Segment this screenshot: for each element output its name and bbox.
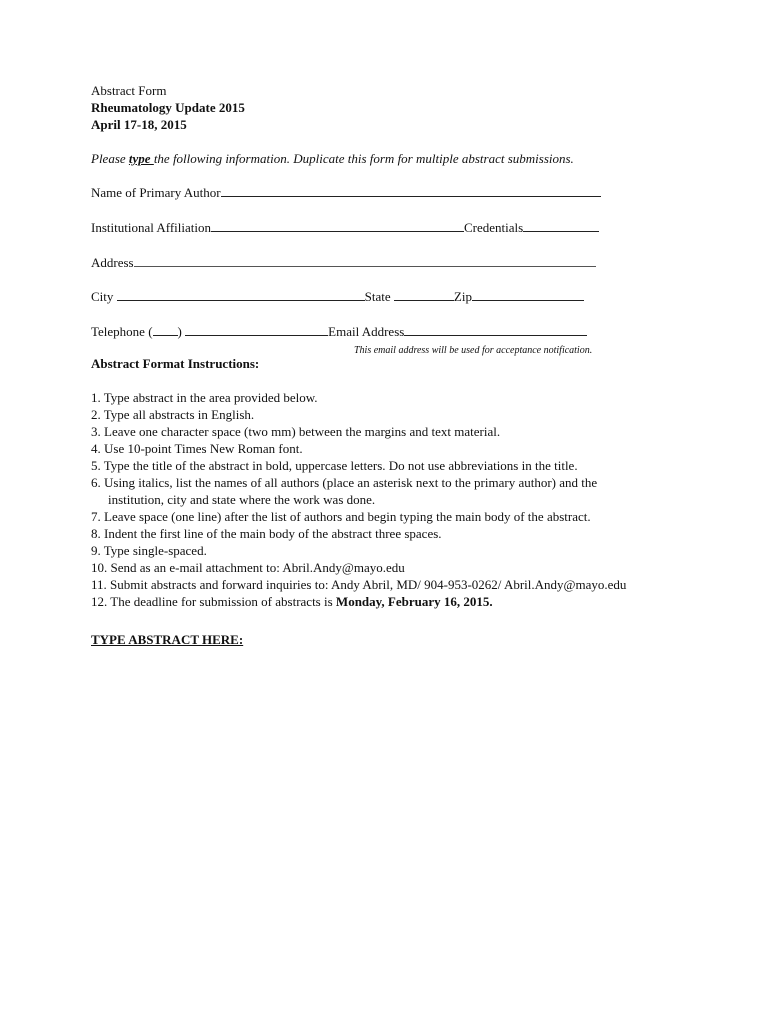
zip-field[interactable] [472,288,584,301]
email-field[interactable] [404,323,587,336]
address-label: Address [91,255,134,270]
address-field[interactable] [134,254,596,267]
type-abstract-here-heading: TYPE ABSTRACT HERE: [91,632,244,647]
state-field[interactable] [394,288,454,301]
institution-field[interactable] [211,219,464,232]
credentials-label: Credentials [464,220,524,235]
city-label: City [91,289,114,304]
state-label: State [364,289,391,304]
step6-continuation: institution, city and state where the work was done. [108,492,376,507]
instruction-type-word: type [128,151,154,166]
city-row [91,288,584,305]
list-item: 3. Leave one character space (two mm) between the margins and text material. [91,424,501,439]
abstract-form-page [91,82,681,647]
instruction-text: the following information. Duplicate this form for multiple abstract submissions. [153,151,574,166]
area-code-field[interactable] [153,323,178,336]
list-item: 4. Use 10-point Times New Roman font. [91,441,303,456]
primary-author-row [91,184,601,201]
list-item: 7. Leave space (one line) after the list of authors and begin typing the main body of the abstract. [91,509,591,524]
instruction-list [91,389,691,610]
list-item: 9. Type single-spaced. [91,543,207,558]
email-note: This email address will be used for acceptance notification. [354,345,593,356]
list-item: 5. Type the title of the abstract in bold, uppercase letters. Do not use abbreviations in the title. [91,458,578,473]
event-name: Rheumatology Update 2015 [91,100,245,115]
list-item: 11. Submit abstracts and forward inquiries to: Andy Abril, MD/ 904-953-0262/ Abril.Andy@mayo.edu [91,577,627,592]
form-instruction [91,150,681,167]
deadline-text: 12. The deadline for submission of abstracts is [91,594,336,609]
list-item: 10. Send as an e-mail attachment to: Abril.Andy@mayo.edu [91,560,405,575]
telephone-close: ) [177,324,182,339]
step6-text: 6. Using italics, list the names of all authors (place an asterisk next to the primary author) and the [91,475,598,490]
institution-label: Institutional Affiliation [91,220,212,235]
institution-row [91,219,599,236]
list-item: 8. Indent the first line of the main body of the abstract three spaces. [91,526,442,541]
city-field[interactable] [117,288,365,301]
telephone-row [91,323,587,340]
credentials-field[interactable] [523,219,599,232]
telephone-field[interactable] [185,323,328,336]
email-label: Email Address [328,324,405,339]
list-item: 2. Type all abstracts in English. [91,407,255,422]
form-title: Abstract Form [91,83,167,98]
address-row [91,254,596,271]
primary-author-field[interactable] [221,184,601,197]
event-dates: April 17-18, 2015 [91,117,187,132]
primary-author-label: Name of Primary Author [91,185,221,200]
instruction-prefix: Please [91,151,129,166]
list-item [91,474,691,508]
format-instructions-title: Abstract Format Instructions: [91,356,260,371]
list-item: 1. Type abstract in the area provided below. [91,390,318,405]
deadline-date: Monday, February 16, 2015. [335,594,493,609]
telephone-label: Telephone ( [91,324,153,339]
zip-label: Zip [453,289,472,304]
list-item [91,593,691,610]
